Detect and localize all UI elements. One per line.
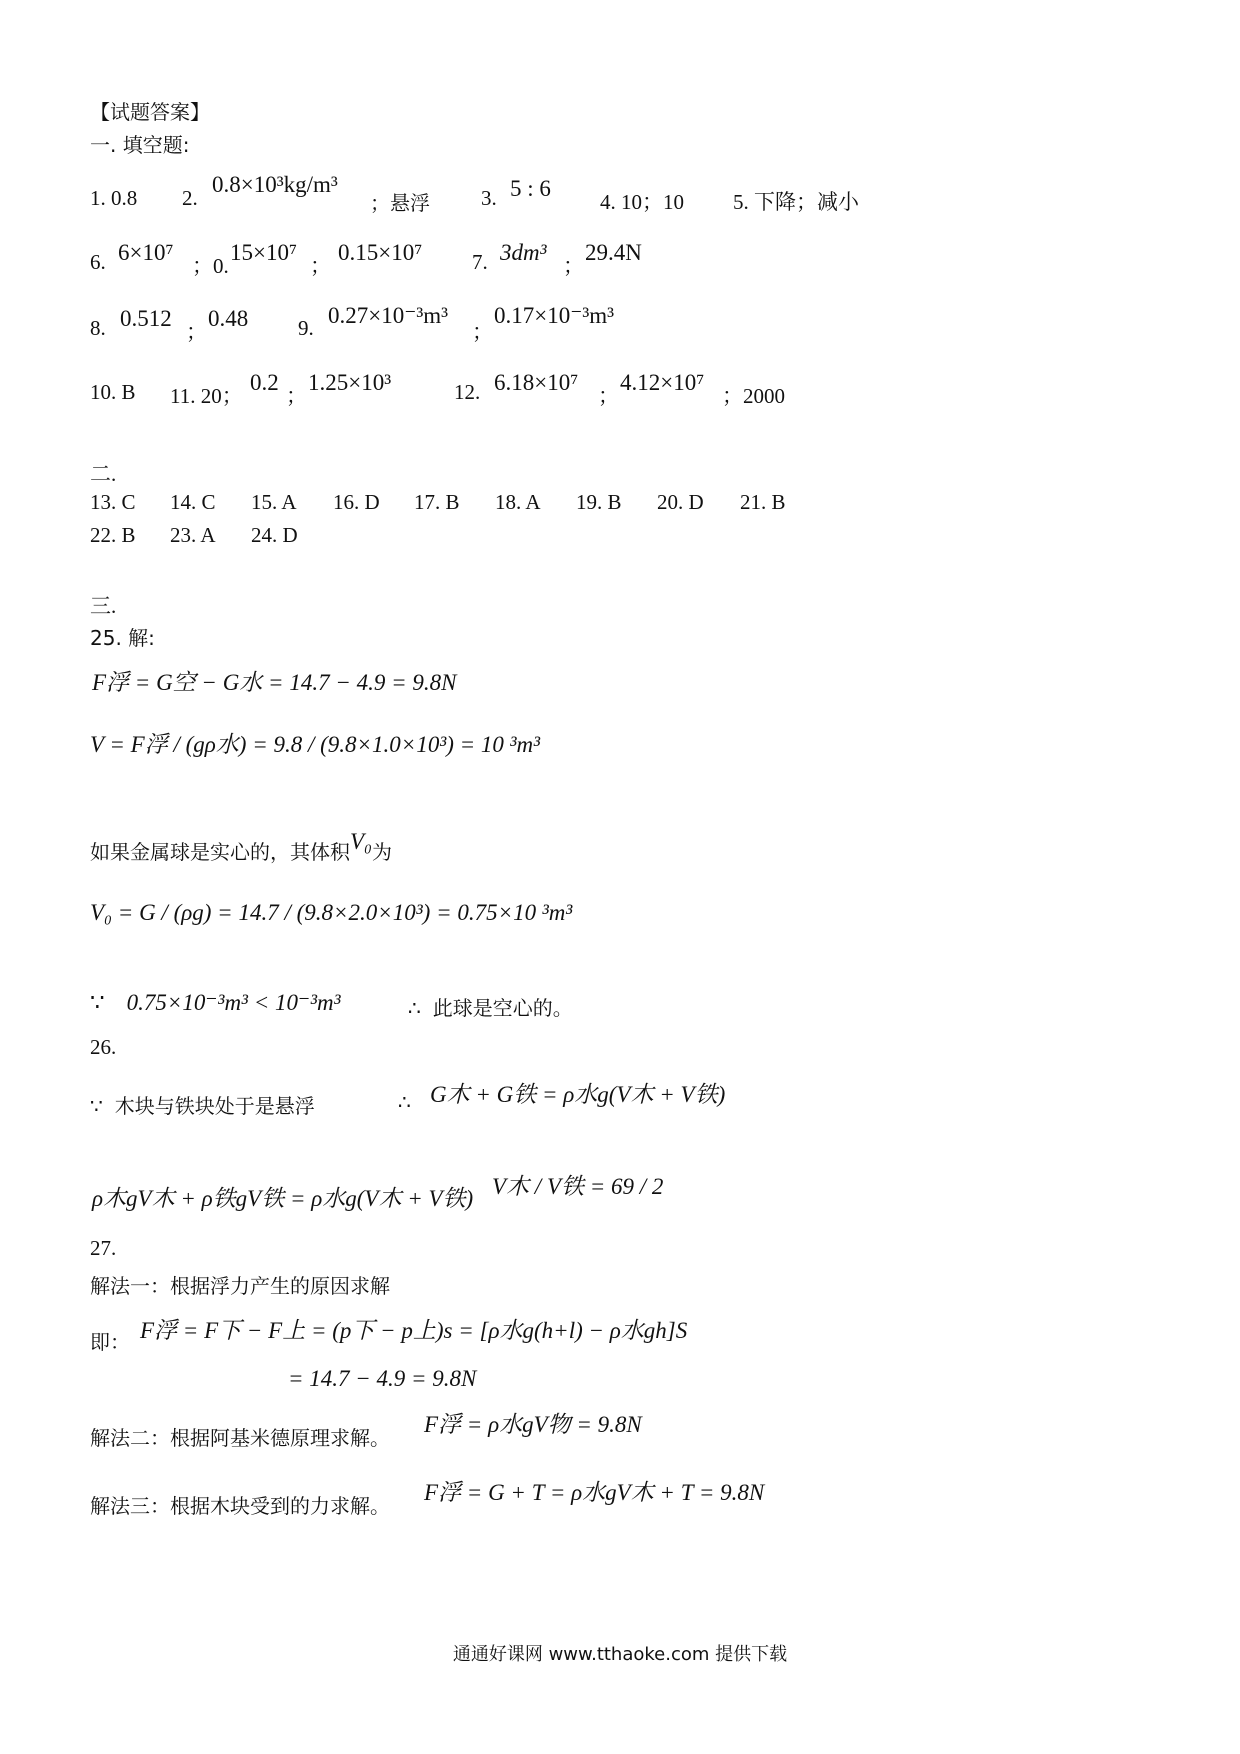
- question-25-head: 25. 解:: [90, 626, 155, 650]
- choice-answer: 19. B: [576, 490, 622, 514]
- q25-conclusion: 此球是空心的。: [432, 996, 573, 1020]
- q25-equation-2: [90, 726, 540, 759]
- answer-12-number: 12.: [454, 380, 481, 404]
- answer-3-number: 3.: [481, 186, 497, 210]
- q27-method-1-eq2: = 14.7 − 4.9 = 9.8N: [288, 1366, 477, 1391]
- because-symbol: ∵: [90, 990, 105, 1015]
- choice-answer: 23. A: [170, 523, 216, 547]
- answer-2-text: ；悬浮: [370, 191, 430, 215]
- choice-answer: 13. C: [90, 490, 136, 514]
- choice-answer: 14. C: [170, 490, 216, 514]
- answer-12-sep2: ；2000: [722, 384, 785, 408]
- q25-therefore-line: [408, 992, 573, 1021]
- choice-answer: 17. B: [414, 490, 460, 514]
- q25-text-1-var: V₀: [350, 829, 373, 854]
- q26-therefore-symbol: ∴: [398, 1090, 411, 1114]
- answer-9-number: 9.: [298, 316, 314, 340]
- choice-answer: 16. D: [333, 490, 380, 514]
- q25-text-1: [90, 829, 393, 865]
- choice-answer: 21. B: [740, 490, 786, 514]
- answer-11-sep: ；: [286, 384, 307, 408]
- choice-answer: 15. A: [251, 490, 297, 514]
- answer-9-math-b: 0.17×10⁻³m³: [494, 303, 615, 328]
- q25-inequality: 0.75×10⁻³m³ < 10⁻³m³: [126, 990, 341, 1015]
- section-2-title: 二.: [90, 462, 117, 486]
- q25-eq3-text: V₀ = G / (ρg) = 14.7 / (9.8×2.0×10³) = 0.75×10 ³m³: [90, 900, 573, 925]
- answer-8-math-b: 0.48: [208, 306, 249, 331]
- question-26-head: 26.: [90, 1035, 117, 1059]
- q26-equation-2: ρ木gV木 + ρ铁gV铁 = ρ水g(V木 + V铁): [92, 1186, 474, 1211]
- q27-method-2-eq: F浮 = ρ水gV物 = 9.8N: [424, 1412, 642, 1437]
- answer-6-math-a: 6×10⁷: [118, 240, 174, 265]
- q26-because-line: [90, 1090, 315, 1119]
- answer-6-math-b: 15×10⁷: [230, 240, 297, 265]
- answer-1: 1. 0.8: [90, 186, 138, 210]
- q27-method-1: 解法一：根据浮力产生的原因求解: [90, 1274, 390, 1298]
- answer-3-math: 5 : 6: [510, 176, 551, 201]
- answer-6-number: 6.: [90, 250, 106, 274]
- answer-12-sep1: ；: [598, 384, 619, 408]
- q27-method-1-prefix: 即：: [90, 1330, 130, 1354]
- choice-answer: 24. D: [251, 523, 298, 547]
- q27-method-2: 解法二：根据阿基米德原理求解。: [90, 1426, 390, 1450]
- choice-answer: 20. D: [657, 490, 704, 514]
- q25-equation-3: [90, 900, 572, 926]
- answer-12-math-b: 4.12×10⁷: [620, 370, 705, 395]
- answer-10: 10. B: [90, 380, 136, 404]
- answer-4: 4. 10；10: [600, 190, 684, 214]
- answer-header: 【试题答案】: [90, 100, 210, 124]
- q25-text-1-start: 如果金属球是实心的，其体积: [90, 840, 350, 864]
- answer-7-sep: ；: [563, 254, 584, 278]
- answer-7-math-b: 29.4N: [585, 240, 642, 265]
- choice-answer: 18. A: [495, 490, 541, 514]
- because-symbol: ∵: [90, 1094, 103, 1118]
- answer-11-text: 11. 20；: [170, 384, 243, 408]
- answer-9-sep: ；: [472, 320, 493, 344]
- q27-method-3: 解法三：根据木块受到的力求解。: [90, 1494, 390, 1518]
- answer-12-math-a: 6.18×10⁷: [494, 370, 579, 395]
- page-footer: 通通好课网 www.tthaoke.com 提供下载: [452, 1644, 788, 1665]
- q26-condition: 木块与铁块处于是悬浮: [114, 1094, 315, 1118]
- q26-equation-1: G木 + G铁 = ρ水g(V木 + V铁): [430, 1082, 726, 1107]
- q25-because-line: [90, 990, 341, 1016]
- answer-8-number: 8.: [90, 316, 106, 340]
- q25-equation-1: [92, 664, 456, 697]
- q27-method-1-eq1: F浮 = F下 − F上 = (p下 − p上)s = [ρ水g(h+l) − ρ水gh]S: [140, 1318, 688, 1343]
- q25-eq2-text: V = F浮 / (gρ水) = 9.8 / (9.8×1.0×10³) = 10 ³m³: [90, 732, 541, 757]
- answer-6-sep1: ；0.: [192, 254, 229, 278]
- section-1-title: 一. 填空题:: [90, 133, 190, 157]
- answer-5: 5. 下降；减小: [733, 190, 859, 214]
- section-3-title: 三.: [90, 594, 117, 618]
- question-27-head: 27.: [90, 1236, 117, 1260]
- answer-7-math-a: 3dm³: [500, 240, 547, 265]
- answer-8-sep: ；: [186, 320, 207, 344]
- answer-11-math-b: 1.25×10³: [308, 370, 392, 395]
- answer-11-math-a: 0.2: [250, 370, 279, 395]
- choice-answer: 22. B: [90, 523, 136, 547]
- answer-6-math-c: 0.15×10⁷: [338, 240, 423, 265]
- q25-text-1-end: 为: [372, 840, 393, 864]
- therefore-symbol: ∴: [408, 996, 421, 1020]
- q27-method-3-eq: F浮 = G + T = ρ水gV木 + T = 9.8N: [424, 1480, 765, 1505]
- answer-2-math: 0.8×10³kg/m³: [212, 172, 338, 197]
- q26-ratio: V木 / V铁 = 69 / 2: [492, 1174, 664, 1199]
- answer-7-number: 7.: [472, 250, 488, 274]
- answer-2-number: 2.: [182, 186, 198, 210]
- answer-8-math-a: 0.512: [120, 306, 172, 331]
- answer-6-sep2: ；: [310, 254, 331, 278]
- answer-9-math-a: 0.27×10⁻³m³: [328, 303, 449, 328]
- q25-equation-1-text: F浮 = G空 − G水 = 14.7 − 4.9 = 9.8N: [92, 670, 457, 695]
